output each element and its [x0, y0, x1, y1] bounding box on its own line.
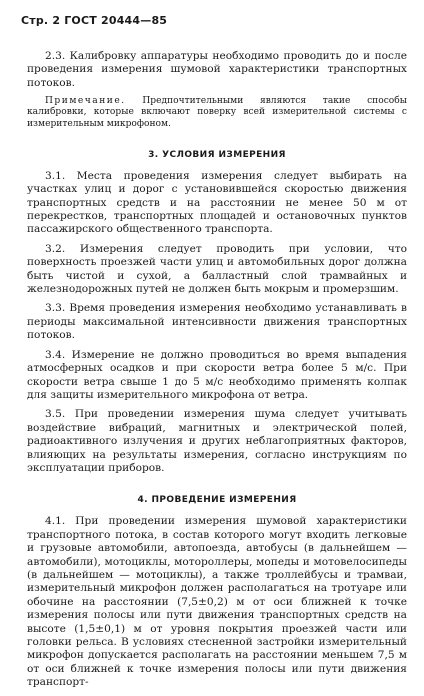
note-label: Примечание. [45, 96, 126, 107]
note [27, 96, 407, 130]
note-text: Предпочтительными являются такие способы калибровки, которые включают поверку всей измерительной системы с измерительным микрофоном. [27, 96, 407, 129]
paragraph-3-3: 3.3. Время проведения измерения необходимо устанавливать в периоды максимальной интенсивности движения транспортных потоков. [27, 302, 407, 342]
paragraph-3-2: 3.2. Измерения следует проводить при условии, что поверхность проезжей части улиц и автомобильных дорог должна быть чистой и сухой, а балластный слой трамвайных и железнодорожных путей не должен быть мокрым и промерзшим. [27, 242, 407, 296]
page-header: Стр. 2 ГОСТ 20444—85 [21, 14, 168, 27]
section-gap [27, 481, 407, 495]
paragraph-2-3: 2.3. Калибровку аппаратуры необходимо проводить до и после проведения измерения шумовой характеристики транспортных потоков. [27, 50, 407, 89]
section-4-title: 4. ПРОВЕДЕНИЕ ИЗМЕРЕНИЯ [137, 495, 297, 506]
paragraph-3-4: 3.4. Измерение не должно проводиться во время выпадения атмосферных осадков и при скорости ветра более 5 м/с. При скорости ветра свыше 1 до 5 м/с необходимо применять колпак для защиты измерительного микрофона от ветра. [27, 348, 407, 401]
paragraph-4-1: 4.1. При проведении измерения шумовой характеристики транспортного потока, в состав которого могут входить легковые и грузовые автомобили, автопоезда, автобусы (в дальнейшем — автомобили), мотоциклы, мотороллеры, мопеды и мотовелосипеды (в дальнейшем — мотоциклы), а также троллейбусы и трамваи, измерительный микрофон должен располагаться на тротуаре или обочине на расстоянии (7,5±0,2) м от оси ближней к точке измерения полосы или пути движения транспортных средств на высоте (1,5±0,1) м от уровня покрытия проезжей части или головки рельса. В условиях стесненной застройки измерительный микрофон допускается располагать на расстоянии меньшем 7,5 м от оси ближней к точке измерения полосы или пути движения транспорт- [27, 515, 407, 689]
section-3-title: 3. УСЛОВИЯ ИЗМЕРЕНИЯ [148, 149, 286, 160]
paragraph-3-1: 3.1. Места проведения измерения следует выбирать на участках улиц и дорог с установившейся скоростью движения транспортных средств и на расстоянии не менее 50 м от перекрестков, транспортных площадей и остановочных пунктов пассажирского общественного транспорта. [27, 169, 407, 236]
page-content [27, 50, 407, 696]
paragraph-3-5: 3.5. При проведении измерения шума следует учитывать воздействие вибраций, магнитных и электрической полей, радиоактивного излучения и других неблагоприятных факторов, влияющих на результаты измерения, согласно инструкциям по эксплуатации приборов. [27, 408, 407, 474]
